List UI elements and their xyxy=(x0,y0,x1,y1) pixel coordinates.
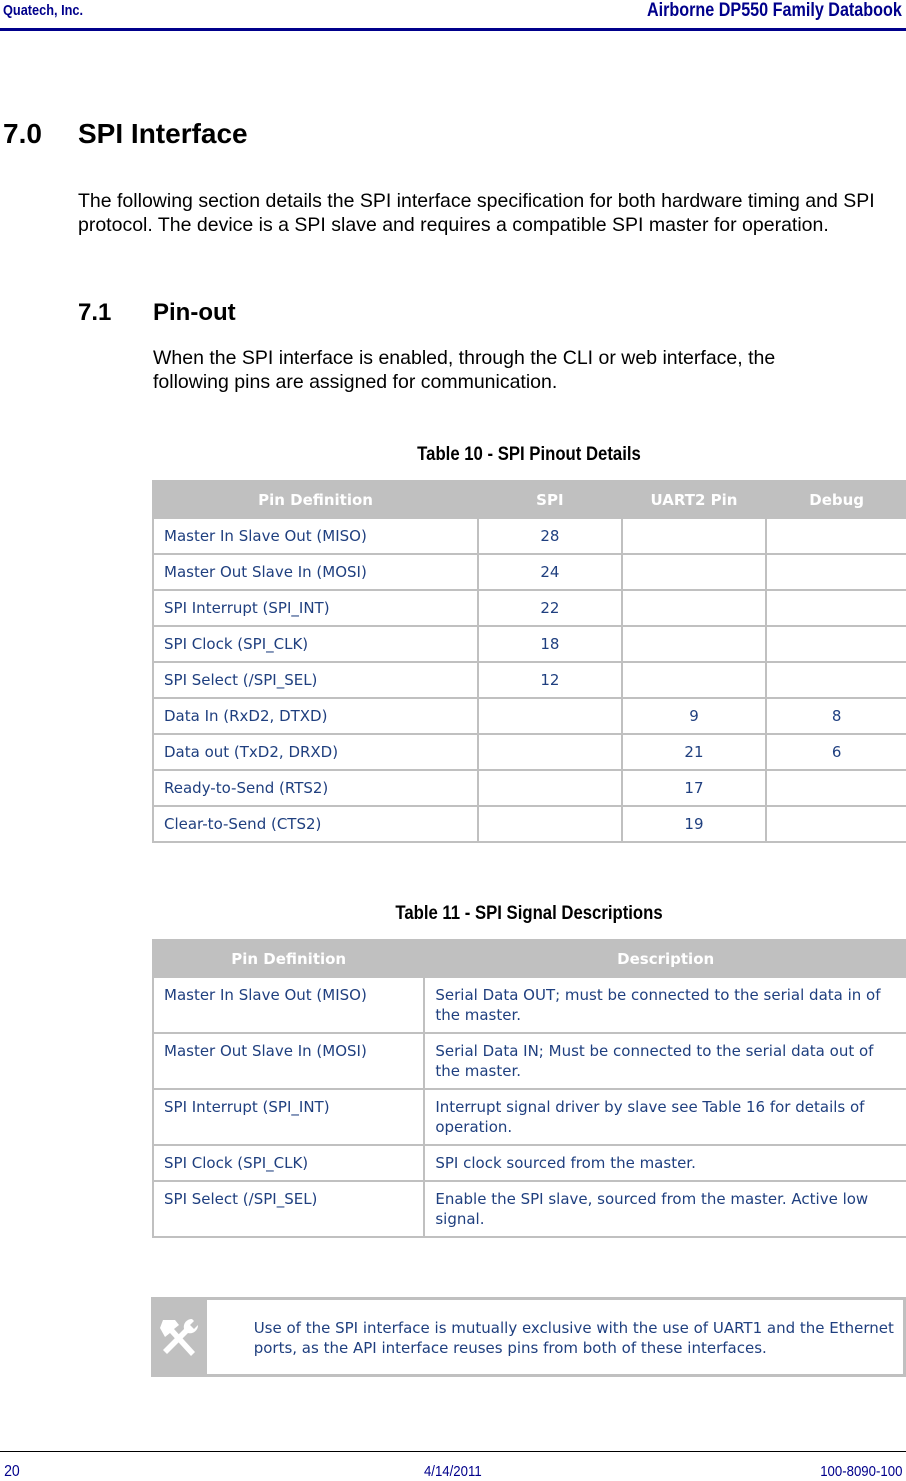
table-cell: SPI Interrupt (SPI_INT) xyxy=(153,1089,424,1145)
header-divider xyxy=(0,28,906,31)
table-row xyxy=(153,1145,906,1181)
subsection-number: 7.1 xyxy=(78,299,112,326)
table-cell: Data out (TxD2, DRXD) xyxy=(153,734,478,770)
table-row xyxy=(153,626,906,662)
column-header: Pin Definition xyxy=(153,940,424,977)
table-cell: Master In Slave Out (MISO) xyxy=(153,518,478,554)
table10-caption: Table 10 - SPI Pinout Details xyxy=(417,444,641,465)
table-cell xyxy=(622,590,767,626)
spi-pinout-table xyxy=(152,480,906,843)
table-cell xyxy=(478,698,622,734)
table-cell: Clear-to-Send (CTS2) xyxy=(153,806,478,842)
table-cell: Ready-to-Send (RTS2) xyxy=(153,770,478,806)
table-cell: 6 xyxy=(766,734,906,770)
table-row xyxy=(153,662,906,698)
table-cell: Interrupt signal driver by slave see Table 16 for details of operation. xyxy=(424,1089,906,1145)
table-cell xyxy=(622,662,767,698)
table-cell: 24 xyxy=(478,554,622,590)
subsection-text: When the SPI interface is enabled, through the CLI or web interface, the following pins are assigned for communication. xyxy=(153,347,776,393)
table-cell xyxy=(622,518,767,554)
column-header: SPI xyxy=(478,481,622,518)
table-cell: 8 xyxy=(766,698,906,734)
table-cell: 22 xyxy=(478,590,622,626)
table-cell: SPI clock sourced from the master. xyxy=(424,1145,906,1181)
table-cell: 17 xyxy=(622,770,767,806)
table-cell xyxy=(766,554,906,590)
table-row xyxy=(153,698,906,734)
table-row xyxy=(153,770,906,806)
table-cell: Master Out Slave In (MOSI) xyxy=(153,1033,424,1089)
column-header: Pin Definition xyxy=(153,481,478,518)
column-header: Description xyxy=(424,940,906,977)
spi-signal-table xyxy=(152,939,906,1238)
table-cell xyxy=(478,770,622,806)
note-box xyxy=(151,1297,906,1377)
table-cell: SPI Clock (SPI_CLK) xyxy=(153,626,478,662)
table-row xyxy=(153,1033,906,1089)
table-row xyxy=(153,554,906,590)
table-cell: 21 xyxy=(622,734,767,770)
table-row xyxy=(153,1089,906,1145)
table-cell: Enable the SPI slave, sourced from the master. Active low signal. xyxy=(424,1181,906,1237)
column-header: Debug xyxy=(766,481,906,518)
section-intro: The following section details the SPI interface specification for both hardware timing and SPI protocol. The device is a SPI slave and requires a compatible SPI master for operation. xyxy=(78,190,875,236)
table-cell: SPI Clock (SPI_CLK) xyxy=(153,1145,424,1181)
table-cell xyxy=(478,806,622,842)
footer-divider xyxy=(0,1451,906,1452)
table-row xyxy=(153,1181,906,1237)
table-row xyxy=(153,806,906,842)
table-row xyxy=(153,590,906,626)
table-cell xyxy=(766,662,906,698)
header-company: Quatech, Inc. xyxy=(3,2,84,19)
section-title: SPI Interface xyxy=(78,118,248,149)
table-cell: SPI Interrupt (SPI_INT) xyxy=(153,590,478,626)
table11-caption: Table 11 - SPI Signal Descriptions xyxy=(395,903,663,924)
section-number: 7.0 xyxy=(3,118,42,149)
table-cell: 18 xyxy=(478,626,622,662)
table-cell: 28 xyxy=(478,518,622,554)
table-cell: 12 xyxy=(478,662,622,698)
table-cell xyxy=(622,554,767,590)
table-cell: SPI Select (/SPI_SEL) xyxy=(153,662,478,698)
table-cell: Serial Data OUT; must be connected to the serial data in of the master. xyxy=(424,977,906,1033)
section-heading xyxy=(3,118,248,150)
table-cell xyxy=(766,806,906,842)
table-row xyxy=(153,734,906,770)
table-cell: Master Out Slave In (MOSI) xyxy=(153,554,478,590)
column-header: UART2 Pin xyxy=(622,481,767,518)
header-doc-title: Airborne DP550 Family Databook xyxy=(647,0,902,21)
table-cell: Serial Data IN; Must be connected to the serial data out of the master. xyxy=(424,1033,906,1089)
table-cell xyxy=(766,626,906,662)
tools-icon xyxy=(154,1300,207,1374)
note-text: Use of the SPI interface is mutually exclusive with the use of UART1 and the Ethernet ports, as the API interface reuses pins from both of these interfaces. xyxy=(253,1319,894,1357)
table-row xyxy=(153,518,906,554)
footer-date: 4/14/2011 xyxy=(423,1463,482,1480)
table-cell: SPI Select (/SPI_SEL) xyxy=(153,1181,424,1237)
table-cell xyxy=(766,770,906,806)
footer-page-number: 20 xyxy=(4,1463,20,1480)
table-cell xyxy=(478,734,622,770)
table-cell: 19 xyxy=(622,806,767,842)
table-cell xyxy=(766,590,906,626)
subsection-title: Pin-out xyxy=(153,299,236,326)
table-cell xyxy=(766,518,906,554)
table-cell: 9 xyxy=(622,698,767,734)
table-cell: Data In (RxD2, DTXD) xyxy=(153,698,478,734)
footer-doc-number: 100-8090-100 xyxy=(819,1463,902,1480)
table-cell xyxy=(622,626,767,662)
subsection-heading xyxy=(78,299,236,327)
table-cell: Master In Slave Out (MISO) xyxy=(153,977,424,1033)
table-row xyxy=(153,977,906,1033)
